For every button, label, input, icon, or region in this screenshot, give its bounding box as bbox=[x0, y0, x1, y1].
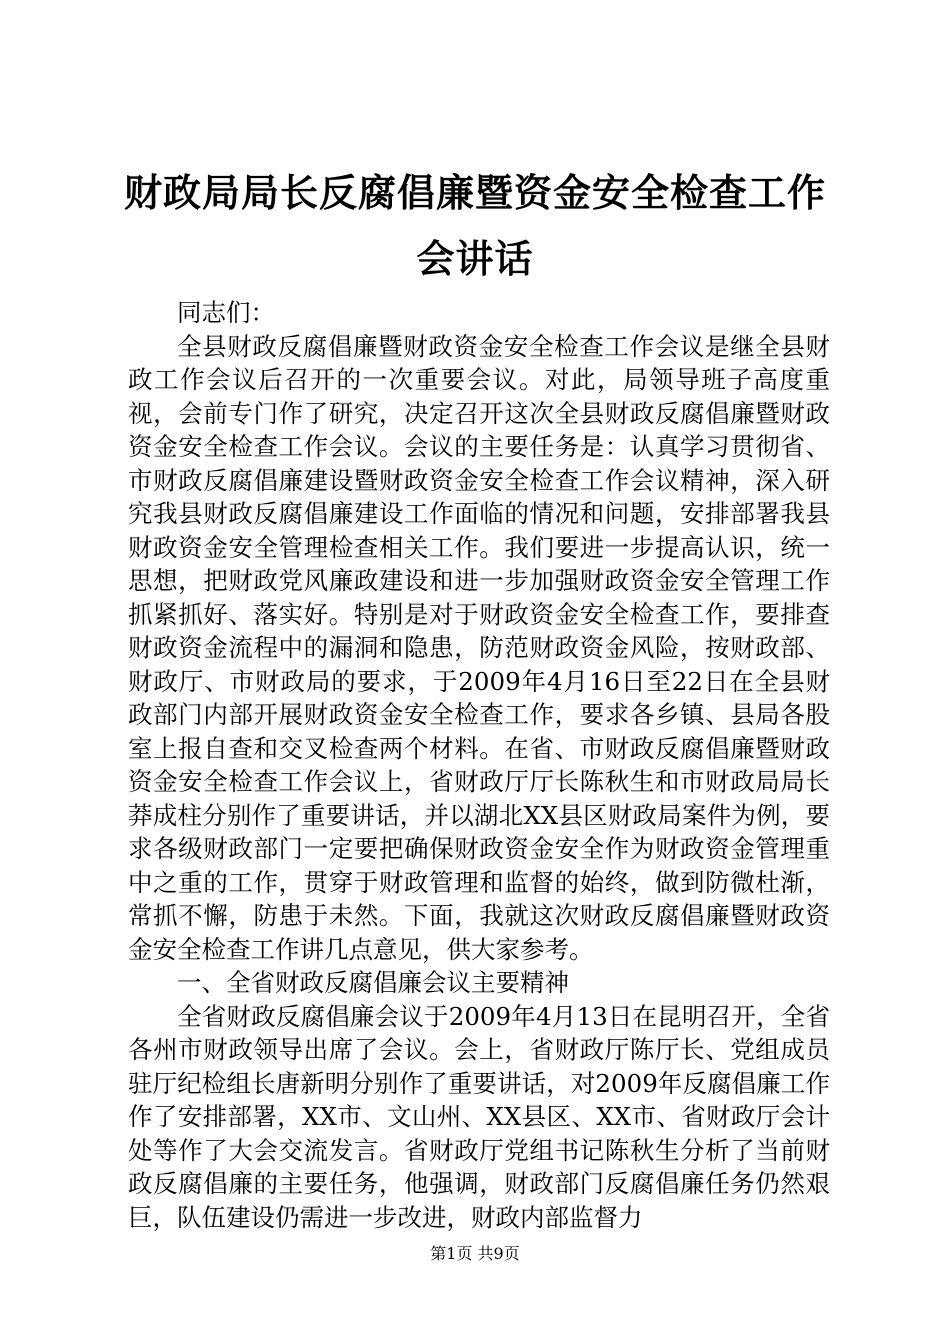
document-title: 财政局局长反腐倡廉暨资金安全检查工作会讲话 bbox=[123, 170, 826, 281]
paragraph-1: 全县财政反腐倡廉暨财政资金安全检查工作会议是继全县财政工作会议后召开的一次重要会议。对此，局领导班子高度重视，会前专门作了研究，决定召开这次全县财政反腐倡廉暨财政资金安全检查工作会议。会议的主要任务是：认真学习贯彻省、市财政反腐倡廉建设暨财政资金安全检查工作会议精神，深入研究我县财政反腐倡廉建设工作面临的情况和问题，安排部署我县财政资金安全管理检查相关工作。我们要进一步提高认识，统一思想，把财政党风廉政建设和进一步加强财政资金安全管理工作抓紧抓好、落实好。特别是对于财政资金安全检查工作，要排查财政资金流程中的漏洞和隐患，防范财政资金风险，按财政部、财政厅、市财政局的要求，于2009年4月16日至22日在全县财政部门内部开展财政资金安全检查工作，要求各乡镇、县局各股室上报自查和交叉检查两个材料。在省、市财政反腐倡廉暨财政资金安全检查工作会议上，省财政厅厅长陈秋生和市财政局局长莽成柱分别作了重要讲话，并以湖北XX县区财政局案件为例，要求各级财政部门一定要把确保财政资金安全作为财政资金管理重中之重的工作，贯穿于财政管理和监督的始终，做到防微杜渐，常抓不懈，防患于未然。下面，我就这次财政反腐倡廉暨财政资金安全检查工作讲几点意见，供大家参考。 bbox=[128, 331, 830, 964]
paragraph-2: 全省财政反腐倡廉会议于2009年4月13日在昆明召开，全省各州市财政领导出席了会议。会上，省财政厅陈厅长、党组成员驻厅纪检组长唐新明分别作了重要讲话，对2009年反腐倡廉工作作了安排部署，XX市、文山州、XX县区、XX市、省财政厅会计处等作了大会交流发言。省财政厅党组书记陈秋生分析了当前财政反腐倡廉的主要任务，他强调，财政部门反腐倡廉任务仍然艰巨，队伍建设仍需进一步改进，财政内部监督力 bbox=[128, 1001, 830, 1232]
document-body bbox=[128, 296, 830, 1234]
salutation: 同志们： bbox=[177, 298, 275, 327]
page-footer: 第1页 共9页 bbox=[430, 1244, 520, 1263]
section-heading-1: 一、全省财政反腐倡廉会议主要精神 bbox=[177, 968, 569, 997]
